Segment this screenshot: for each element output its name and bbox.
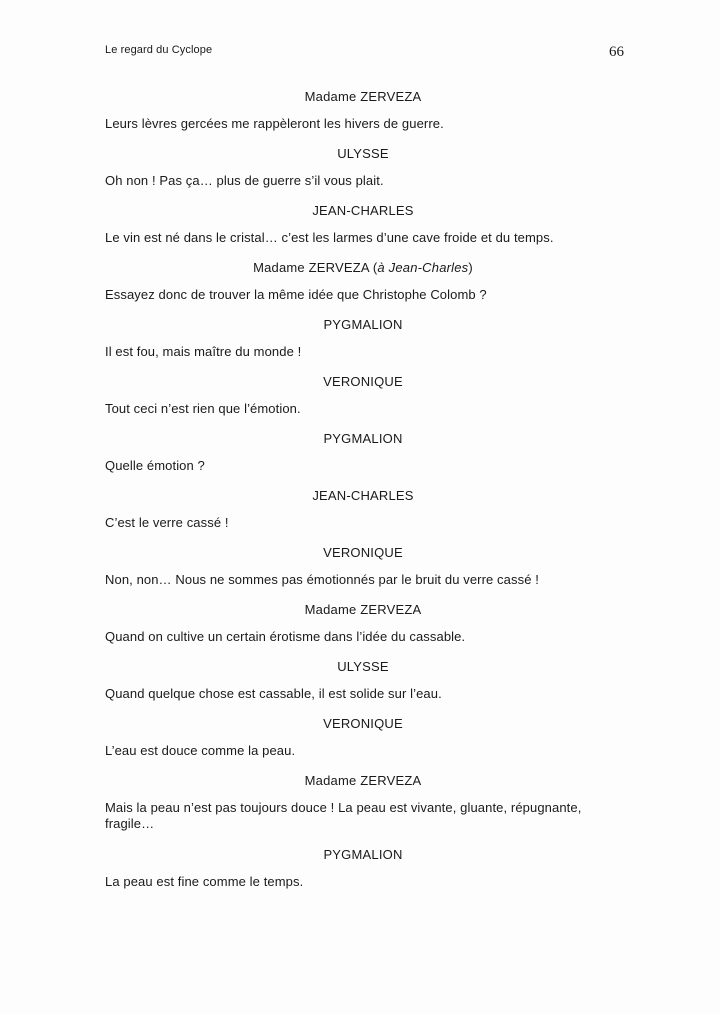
speaker-name: PYGMALION bbox=[323, 317, 403, 332]
page-number: 66 bbox=[609, 44, 624, 60]
speaker-name: VERONIQUE bbox=[323, 545, 403, 560]
dialogue-line: Quelle émotion ? bbox=[105, 458, 205, 473]
stage-direction: à Jean-Charles bbox=[377, 260, 469, 275]
running-header-title: Le regard du Cyclope bbox=[105, 44, 213, 56]
speaker-name: Madame ZERVEZA bbox=[304, 602, 422, 617]
dialogue-line: Quand quelque chose est cassable, il est solide sur l’eau. bbox=[105, 686, 442, 701]
dialogue-line: C’est le verre cassé ! bbox=[105, 515, 229, 530]
dialogue-line: Oh non ! Pas ça… plus de guerre s’il vous plait. bbox=[105, 173, 384, 188]
dialogue-line: Non, non… Nous ne sommes pas émotionnés par le bruit du verre cassé ! bbox=[105, 572, 539, 587]
speaker-name: Madame ZERVEZA bbox=[304, 89, 422, 104]
dialogue-line: Essayez donc de trouver la même idée que Christophe Colomb ? bbox=[105, 287, 487, 302]
speaker-name: VERONIQUE bbox=[323, 374, 403, 389]
speaker-with-direction: Madame ZERVEZA (à Jean-Charles) bbox=[253, 260, 473, 275]
dialogue-line: Quand on cultive un certain érotisme dans l’idée du cassable. bbox=[105, 629, 466, 644]
dialogue-line: Il est fou, mais maître du monde ! bbox=[105, 344, 302, 359]
speaker-name: ULYSSE bbox=[337, 659, 389, 674]
speaker-name: Madame ZERVEZA bbox=[304, 773, 422, 788]
speaker-name: VERONIQUE bbox=[323, 716, 403, 731]
speaker-name: Madame ZERVEZA bbox=[253, 260, 370, 275]
dialogue-line: Tout ceci n’est rien que l’émotion. bbox=[105, 401, 301, 416]
dialogue-line: Mais la peau n’est pas toujours douce ! La peau est vivante, gluante, répugnante, fragile… bbox=[105, 800, 582, 831]
speaker-name: JEAN-CHARLES bbox=[312, 488, 414, 503]
speaker-name: ULYSSE bbox=[337, 146, 389, 161]
speaker-name: PYGMALION bbox=[323, 431, 403, 446]
speaker-name: PYGMALION bbox=[323, 847, 403, 862]
dialogue-line: Leurs lèvres gercées me rappèleront les hivers de guerre. bbox=[105, 116, 444, 131]
dialogue-line: La peau est fine comme le temps. bbox=[105, 874, 304, 889]
dialogue-line: Le vin est né dans le cristal… c’est les larmes d’une cave froide et du temps. bbox=[105, 230, 554, 245]
speaker-name: JEAN-CHARLES bbox=[312, 203, 414, 218]
dialogue-line: L’eau est douce comme la peau. bbox=[105, 743, 296, 758]
